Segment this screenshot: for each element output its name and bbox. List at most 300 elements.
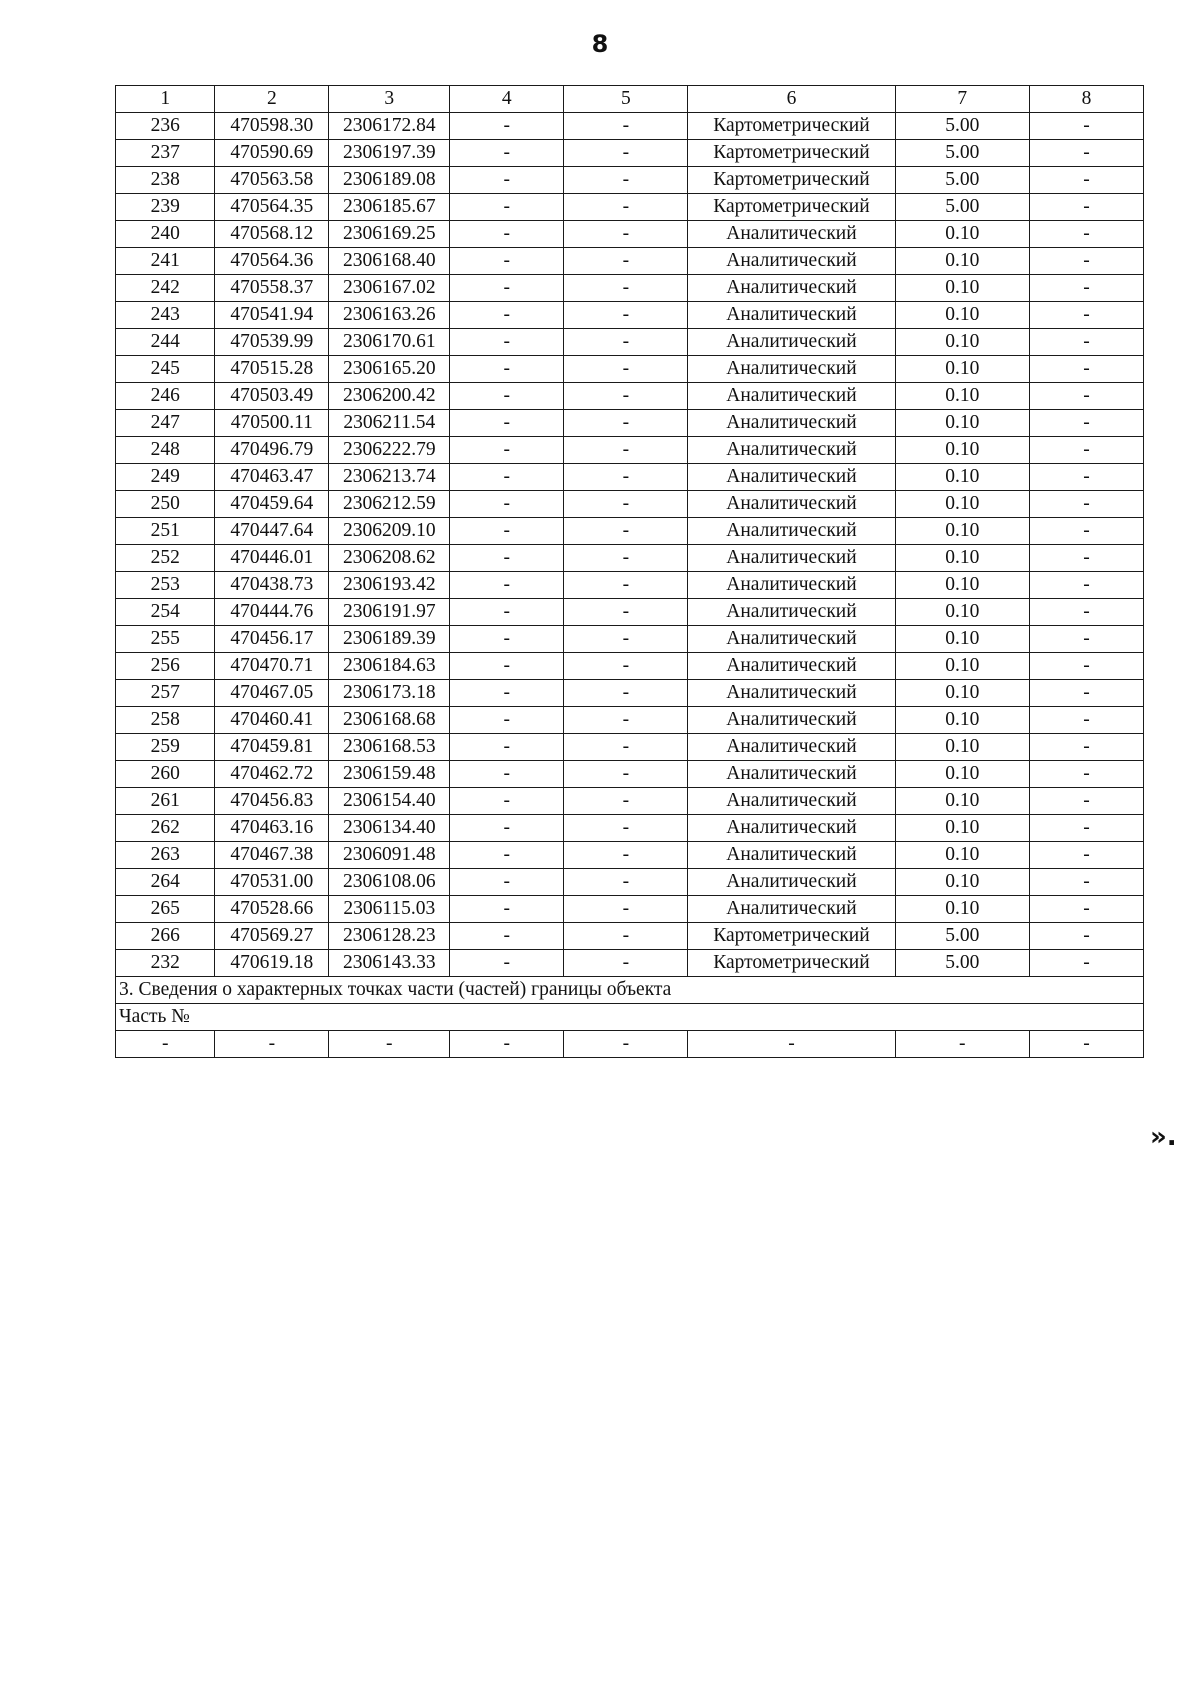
table-cell: - xyxy=(1030,464,1144,491)
table-cell: 0.10 xyxy=(895,815,1030,842)
table-cell: - xyxy=(329,1031,450,1058)
table-cell: 2306172.84 xyxy=(329,113,450,140)
table-cell: Картометрический xyxy=(688,950,895,977)
table-row xyxy=(116,761,1144,788)
column-header: 8 xyxy=(1030,86,1144,113)
table-cell: - xyxy=(450,248,564,275)
table-cell: 470460.41 xyxy=(215,707,329,734)
table-cell: 470541.94 xyxy=(215,302,329,329)
table-cell: - xyxy=(450,734,564,761)
column-header: 5 xyxy=(564,86,688,113)
table-cell: Аналитический xyxy=(688,221,895,248)
table-cell: 2306170.61 xyxy=(329,329,450,356)
table-cell: - xyxy=(450,356,564,383)
table-cell: 2306197.39 xyxy=(329,140,450,167)
table-cell: - xyxy=(1030,194,1144,221)
table-cell: 2306154.40 xyxy=(329,788,450,815)
table-cell: 262 xyxy=(116,815,215,842)
table-cell: 245 xyxy=(116,356,215,383)
table-cell: 0.10 xyxy=(895,842,1030,869)
table-cell: Аналитический xyxy=(688,680,895,707)
table-cell: - xyxy=(450,113,564,140)
table-cell: - xyxy=(450,896,564,923)
table-cell: - xyxy=(564,383,688,410)
table-cell: 470456.17 xyxy=(215,626,329,653)
table-row xyxy=(116,221,1144,248)
table-cell: - xyxy=(450,140,564,167)
table-cell: - xyxy=(1030,329,1144,356)
table-cell: - xyxy=(564,896,688,923)
table-row xyxy=(116,869,1144,896)
part-label: Часть № xyxy=(116,1004,1144,1031)
table-cell: - xyxy=(450,302,564,329)
column-header: 6 xyxy=(688,86,895,113)
table-cell: - xyxy=(450,167,564,194)
table-cell: - xyxy=(1030,356,1144,383)
header-row xyxy=(116,86,1144,113)
table-row xyxy=(116,734,1144,761)
table-cell: 263 xyxy=(116,842,215,869)
table-cell: - xyxy=(1030,302,1144,329)
table-cell: - xyxy=(1030,410,1144,437)
table-cell: - xyxy=(450,1031,564,1058)
table-cell: - xyxy=(564,599,688,626)
table-cell: 2306213.74 xyxy=(329,464,450,491)
table-row xyxy=(116,599,1144,626)
table-cell: Картометрический xyxy=(688,923,895,950)
table-cell: - xyxy=(564,869,688,896)
table-cell: 2306108.06 xyxy=(329,869,450,896)
table-cell: - xyxy=(1030,761,1144,788)
table-cell: - xyxy=(450,869,564,896)
table-row xyxy=(116,356,1144,383)
table-cell: 2306163.26 xyxy=(329,302,450,329)
table-cell: 2306167.02 xyxy=(329,275,450,302)
table-row xyxy=(116,464,1144,491)
table-row xyxy=(116,275,1144,302)
table-cell: - xyxy=(450,923,564,950)
table-cell: - xyxy=(564,356,688,383)
table-cell: 5.00 xyxy=(895,923,1030,950)
table-cell: 246 xyxy=(116,383,215,410)
table-row xyxy=(116,140,1144,167)
table-cell: - xyxy=(450,545,564,572)
table-cell: 255 xyxy=(116,626,215,653)
table-cell: - xyxy=(1030,653,1144,680)
table-row xyxy=(116,383,1144,410)
table-row xyxy=(116,329,1144,356)
table-cell: - xyxy=(564,491,688,518)
table-row xyxy=(116,572,1144,599)
table-cell: 470619.18 xyxy=(215,950,329,977)
table-row xyxy=(116,680,1144,707)
table-cell: - xyxy=(450,950,564,977)
table-cell: - xyxy=(564,545,688,572)
table-cell: - xyxy=(450,437,564,464)
table-cell: 0.10 xyxy=(895,437,1030,464)
table-cell: 250 xyxy=(116,491,215,518)
table-cell: - xyxy=(1030,518,1144,545)
table-cell: - xyxy=(1030,842,1144,869)
table-cell: - xyxy=(564,194,688,221)
table-cell: 253 xyxy=(116,572,215,599)
table-cell: 0.10 xyxy=(895,302,1030,329)
table-cell: 241 xyxy=(116,248,215,275)
table-cell: - xyxy=(1030,113,1144,140)
table-cell: 470496.79 xyxy=(215,437,329,464)
column-header: 3 xyxy=(329,86,450,113)
table-cell: - xyxy=(1030,383,1144,410)
table-cell: - xyxy=(564,248,688,275)
table-cell: 470590.69 xyxy=(215,140,329,167)
table-cell: - xyxy=(564,842,688,869)
table-cell: - xyxy=(450,275,564,302)
table-cell: Аналитический xyxy=(688,302,895,329)
table-cell: Аналитический xyxy=(688,491,895,518)
table-cell: 2306168.68 xyxy=(329,707,450,734)
table-cell: - xyxy=(1030,869,1144,896)
table-cell: 260 xyxy=(116,761,215,788)
table-cell: 264 xyxy=(116,869,215,896)
table-cell: 470456.83 xyxy=(215,788,329,815)
table-cell: 240 xyxy=(116,221,215,248)
table-cell: Аналитический xyxy=(688,437,895,464)
table-cell: 2306115.03 xyxy=(329,896,450,923)
table-cell: 251 xyxy=(116,518,215,545)
table-cell: - xyxy=(564,761,688,788)
table-cell: 238 xyxy=(116,167,215,194)
table-cell: 2306128.23 xyxy=(329,923,450,950)
table-cell: - xyxy=(450,599,564,626)
table-cell: - xyxy=(564,815,688,842)
table-cell: 0.10 xyxy=(895,464,1030,491)
table-cell: - xyxy=(564,275,688,302)
column-header: 2 xyxy=(215,86,329,113)
table-cell: - xyxy=(116,1031,215,1058)
table-cell: 2306185.67 xyxy=(329,194,450,221)
table-row xyxy=(116,302,1144,329)
table-cell: 2306193.42 xyxy=(329,572,450,599)
table-cell: 0.10 xyxy=(895,734,1030,761)
table-cell: 2306168.40 xyxy=(329,248,450,275)
table-cell: - xyxy=(450,653,564,680)
table-cell: 2306091.48 xyxy=(329,842,450,869)
table-cell: 2306134.40 xyxy=(329,815,450,842)
table-cell: Аналитический xyxy=(688,572,895,599)
table-cell: 0.10 xyxy=(895,626,1030,653)
table-cell: - xyxy=(1030,707,1144,734)
table-row xyxy=(116,248,1144,275)
table-cell: 252 xyxy=(116,545,215,572)
table-cell: 257 xyxy=(116,680,215,707)
table-row xyxy=(116,653,1144,680)
table-row xyxy=(116,194,1144,221)
table-cell: Аналитический xyxy=(688,734,895,761)
table-cell: - xyxy=(564,572,688,599)
table-cell: 470564.36 xyxy=(215,248,329,275)
table-cell: 265 xyxy=(116,896,215,923)
table-cell: 470598.30 xyxy=(215,113,329,140)
table-cell: - xyxy=(564,302,688,329)
table-cell: 470459.64 xyxy=(215,491,329,518)
table-cell: 243 xyxy=(116,302,215,329)
table-cell: Картометрический xyxy=(688,167,895,194)
table-row xyxy=(116,113,1144,140)
table-cell: Аналитический xyxy=(688,761,895,788)
table-cell: 249 xyxy=(116,464,215,491)
table-cell: 0.10 xyxy=(895,410,1030,437)
table-cell: - xyxy=(450,464,564,491)
table-row xyxy=(116,545,1144,572)
column-header: 1 xyxy=(116,86,215,113)
table-cell: - xyxy=(1030,545,1144,572)
table-cell: - xyxy=(450,194,564,221)
table-cell: 0.10 xyxy=(895,383,1030,410)
table-cell: 0.10 xyxy=(895,653,1030,680)
table-cell: 2306208.62 xyxy=(329,545,450,572)
table-cell: - xyxy=(564,140,688,167)
table-cell: 470438.73 xyxy=(215,572,329,599)
page-number: 8 xyxy=(591,30,609,58)
table-cell: - xyxy=(564,950,688,977)
table-cell: Картометрический xyxy=(688,113,895,140)
table-cell: 470563.58 xyxy=(215,167,329,194)
table-cell: 470470.71 xyxy=(215,653,329,680)
table-cell: 470503.49 xyxy=(215,383,329,410)
table-cell: - xyxy=(1030,572,1144,599)
table-row xyxy=(116,626,1144,653)
section-title: 3. Сведения о характерных точках части (частей) границы объекта xyxy=(116,977,1144,1004)
table-cell: - xyxy=(450,491,564,518)
table-cell: 266 xyxy=(116,923,215,950)
table-cell: - xyxy=(1030,167,1144,194)
table-cell: Картометрический xyxy=(688,194,895,221)
table-cell: - xyxy=(1030,626,1144,653)
table-cell: - xyxy=(564,113,688,140)
table-cell: 2306143.33 xyxy=(329,950,450,977)
table-cell: - xyxy=(564,464,688,491)
table-cell: 0.10 xyxy=(895,707,1030,734)
table-cell: 0.10 xyxy=(895,356,1030,383)
table-cell: - xyxy=(564,329,688,356)
table-cell: 259 xyxy=(116,734,215,761)
table-cell: Аналитический xyxy=(688,707,895,734)
table-cell: Аналитический xyxy=(688,599,895,626)
table-cell: 0.10 xyxy=(895,221,1030,248)
table-cell: - xyxy=(1030,275,1144,302)
table-cell: - xyxy=(450,788,564,815)
table-cell: 5.00 xyxy=(895,140,1030,167)
table-cell: 247 xyxy=(116,410,215,437)
table-cell: Аналитический xyxy=(688,275,895,302)
table-cell: 5.00 xyxy=(895,950,1030,977)
table-cell: - xyxy=(450,626,564,653)
table-cell: Картометрический xyxy=(688,140,895,167)
table-row xyxy=(116,491,1144,518)
table-cell: 470462.72 xyxy=(215,761,329,788)
table-row xyxy=(116,842,1144,869)
table-cell: 470515.28 xyxy=(215,356,329,383)
table-cell: - xyxy=(1030,923,1144,950)
table-cell: 2306165.20 xyxy=(329,356,450,383)
table-cell: 237 xyxy=(116,140,215,167)
table-cell: 470539.99 xyxy=(215,329,329,356)
table-cell: 254 xyxy=(116,599,215,626)
table-cell: 0.10 xyxy=(895,248,1030,275)
table-cell: - xyxy=(564,437,688,464)
table-cell: - xyxy=(450,761,564,788)
table-cell: - xyxy=(1030,248,1144,275)
table-cell: - xyxy=(1030,950,1144,977)
table-cell: 256 xyxy=(116,653,215,680)
table-cell: 232 xyxy=(116,950,215,977)
table-cell: - xyxy=(564,734,688,761)
table-cell: 2306168.53 xyxy=(329,734,450,761)
table-cell: 248 xyxy=(116,437,215,464)
table-cell: 5.00 xyxy=(895,167,1030,194)
table-cell: 2306222.79 xyxy=(329,437,450,464)
table-cell: Аналитический xyxy=(688,410,895,437)
table-cell: 470568.12 xyxy=(215,221,329,248)
table-row xyxy=(116,923,1144,950)
table-cell: 0.10 xyxy=(895,572,1030,599)
table-cell: 2306189.08 xyxy=(329,167,450,194)
table-cell: 470500.11 xyxy=(215,410,329,437)
table-cell: Аналитический xyxy=(688,815,895,842)
table-cell: 0.10 xyxy=(895,491,1030,518)
table-cell: Аналитический xyxy=(688,383,895,410)
table-cell: Аналитический xyxy=(688,356,895,383)
table-cell: - xyxy=(450,329,564,356)
table-cell: 0.10 xyxy=(895,761,1030,788)
table-cell: Аналитический xyxy=(688,653,895,680)
part-label-row xyxy=(116,1004,1144,1031)
table-cell: - xyxy=(450,221,564,248)
table-cell: 470463.16 xyxy=(215,815,329,842)
table-cell: - xyxy=(450,842,564,869)
table-cell: 0.10 xyxy=(895,545,1030,572)
table-cell: - xyxy=(564,788,688,815)
table-cell: 2306209.10 xyxy=(329,518,450,545)
table-cell: 242 xyxy=(116,275,215,302)
table-cell: - xyxy=(564,626,688,653)
table-cell: - xyxy=(564,221,688,248)
table-cell: 0.10 xyxy=(895,518,1030,545)
table-cell: - xyxy=(564,518,688,545)
table-cell: 5.00 xyxy=(895,113,1030,140)
table-cell: 470467.38 xyxy=(215,842,329,869)
table-cell: 0.10 xyxy=(895,599,1030,626)
table-cell: 470444.76 xyxy=(215,599,329,626)
table-cell: 2306173.18 xyxy=(329,680,450,707)
table-cell: - xyxy=(564,653,688,680)
table-cell: Аналитический xyxy=(688,626,895,653)
table-cell: 470467.05 xyxy=(215,680,329,707)
table-cell: - xyxy=(564,410,688,437)
table-cell: 2306212.59 xyxy=(329,491,450,518)
table-cell: - xyxy=(1030,788,1144,815)
coordinates-table xyxy=(115,85,1144,1058)
table-row xyxy=(116,896,1144,923)
table-cell: 470463.47 xyxy=(215,464,329,491)
table-cell: 0.10 xyxy=(895,329,1030,356)
table-cell: - xyxy=(564,923,688,950)
table-cell: - xyxy=(564,167,688,194)
table-row xyxy=(116,788,1144,815)
table-cell: 0.10 xyxy=(895,896,1030,923)
table-cell: - xyxy=(1030,599,1144,626)
table-cell: Аналитический xyxy=(688,896,895,923)
table-row xyxy=(116,410,1144,437)
table-cell: Аналитический xyxy=(688,788,895,815)
table-row xyxy=(116,707,1144,734)
column-header: 4 xyxy=(450,86,564,113)
table-cell: 470528.66 xyxy=(215,896,329,923)
table-cell: - xyxy=(1030,1031,1144,1058)
table-cell: - xyxy=(564,707,688,734)
table-cell: 0.10 xyxy=(895,680,1030,707)
table-cell: 470569.27 xyxy=(215,923,329,950)
table-cell: - xyxy=(564,680,688,707)
table-cell: - xyxy=(1030,680,1144,707)
table-cell: 0.10 xyxy=(895,275,1030,302)
table-cell: - xyxy=(215,1031,329,1058)
table-cell: 0.10 xyxy=(895,788,1030,815)
table-cell: Аналитический xyxy=(688,869,895,896)
table-cell: 261 xyxy=(116,788,215,815)
table-row xyxy=(116,815,1144,842)
table-cell: 470564.35 xyxy=(215,194,329,221)
table-cell: - xyxy=(450,518,564,545)
table-cell: 2306200.42 xyxy=(329,383,450,410)
table-cell: 2306169.25 xyxy=(329,221,450,248)
table-cell: 2306184.63 xyxy=(329,653,450,680)
table-cell: - xyxy=(450,707,564,734)
table-cell: 2306159.48 xyxy=(329,761,450,788)
table-cell: - xyxy=(564,1031,688,1058)
table-cell: 5.00 xyxy=(895,194,1030,221)
closing-quote-mark: ». xyxy=(1150,1122,1177,1152)
table-cell: - xyxy=(895,1031,1030,1058)
table-row xyxy=(116,167,1144,194)
table-cell: Аналитический xyxy=(688,248,895,275)
table-cell: 258 xyxy=(116,707,215,734)
table-cell: Аналитический xyxy=(688,518,895,545)
table-cell: 236 xyxy=(116,113,215,140)
table-cell: - xyxy=(688,1031,895,1058)
table-cell: 470447.64 xyxy=(215,518,329,545)
table-cell: - xyxy=(450,383,564,410)
table-cell: 239 xyxy=(116,194,215,221)
table-cell: 0.10 xyxy=(895,869,1030,896)
table-row xyxy=(116,437,1144,464)
table-cell: Аналитический xyxy=(688,329,895,356)
table-row xyxy=(116,518,1144,545)
table-cell: 470531.00 xyxy=(215,869,329,896)
table-cell: - xyxy=(450,680,564,707)
table-row xyxy=(116,950,1144,977)
table-cell: 244 xyxy=(116,329,215,356)
table-cell: - xyxy=(450,815,564,842)
table-cell: - xyxy=(1030,734,1144,761)
table-cell: Аналитический xyxy=(688,464,895,491)
table-cell: 2306189.39 xyxy=(329,626,450,653)
table-cell: 2306211.54 xyxy=(329,410,450,437)
column-header: 7 xyxy=(895,86,1030,113)
table-cell: 470446.01 xyxy=(215,545,329,572)
table-cell: Аналитический xyxy=(688,545,895,572)
table-cell: - xyxy=(1030,140,1144,167)
